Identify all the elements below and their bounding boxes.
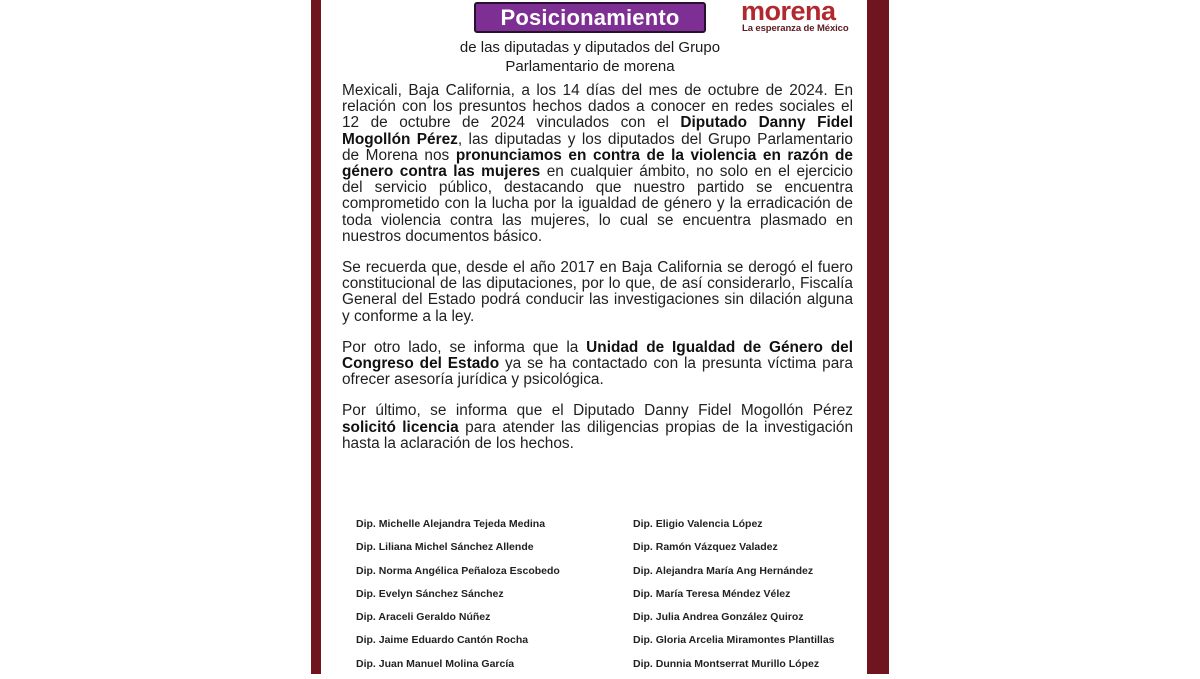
emphasis-text: pronunciamos en contra de la violencia en razón de género contra las mujeres xyxy=(342,146,853,181)
signatory-name: Dip. Dunnia Montserrat Murillo López xyxy=(633,657,820,670)
signatory-name: Dip. Ramón Vázquez Valadez xyxy=(633,541,778,554)
paragraph-1 xyxy=(342,83,853,245)
signatory-name: Dip. Michelle Alejandra Tejeda Medina xyxy=(356,518,546,530)
subtitle-line-2: Parlamentario de morena xyxy=(505,58,675,75)
signatory-name: Dip. Eligio Valencia López xyxy=(633,518,763,530)
logo-wordmark: morena xyxy=(741,0,836,26)
emphasis-text: solicitó licencia xyxy=(342,418,459,436)
signatory-name: Dip. Norma Angélica Peñaloza Escobedo xyxy=(356,564,560,577)
subtitle xyxy=(340,38,840,76)
statement-body xyxy=(342,83,853,467)
paragraph-text: Por otro lado, se informa que la xyxy=(342,338,587,356)
signatories-right-column xyxy=(633,516,835,679)
signatory-name: Dip. Alejandra María Ang Hernández xyxy=(633,564,814,577)
paragraph-text: para atender las diligencias propias de la investigación hasta la aclaración de los hechos. xyxy=(342,418,853,452)
morena-logo xyxy=(741,0,861,36)
emphasis-text: Diputado Danny Fidel Mogollón Pérez xyxy=(342,114,854,148)
signatory-name: Dip. Julia Andrea González Quiroz xyxy=(633,611,804,624)
signatory-name: Dip. Jaime Eduardo Cantón Rocha xyxy=(356,634,529,647)
signatory-name: Dip. María Teresa Méndez Vélez xyxy=(633,587,791,600)
signatory-name: Dip. Liliana Michel Sánchez Allende xyxy=(356,541,534,554)
signatory-name: Dip. Araceli Geraldo Núñez xyxy=(356,611,491,624)
emphasis-text: Unidad de Igualdad de Género del Congreso del Estado xyxy=(342,338,853,373)
paragraph-3 xyxy=(342,340,853,389)
paragraph-text: , las diputadas y los diputados del Grupo Parlamentario de Morena nos xyxy=(342,130,853,164)
title-badge: Posicionamiento xyxy=(474,2,706,33)
signatory-name: Dip. Evelyn Sánchez Sánchez xyxy=(356,587,504,600)
logo-tagline: La esperanza de México xyxy=(742,23,849,34)
paragraph-text: en cualquier ámbito, no solo en el ejercicio del servicio público, destacando que nuestro partido se encuentra comprometido con la lucha por la igualdad de género y la erradicación de toda violencia contra las mujeres, lo cual se encuentra plasmado en nuestros documentos básico. xyxy=(342,163,853,245)
paragraph-text: Mexicali, Baja California, a los 14 días del mes de octubre de 2024. En relación con los presuntos hechos dados a conocer en redes sociales el 12 de octubre de 2024 vinculados con el xyxy=(342,82,853,132)
paragraph-text: Por último, se informa que el Diputado Danny Fidel Mogollón Pérez xyxy=(342,402,853,420)
subtitle-line-1: de las diputadas y diputados del Grupo xyxy=(459,39,721,56)
paragraph-text: Se recuerda que, desde el año 2017 en Baja California se derogó el fuero constitucional de las diputaciones, por lo que, de así considerarlo, Fiscalía General del Estado podrá conducir las investigaciones sin dilación alguna y conforme a la ley. xyxy=(342,259,853,325)
paragraph-2 xyxy=(342,260,853,325)
paragraph-text: ya se ha contactado con la presunta víctima para ofrecer asesoría jurídica y psicológica. xyxy=(342,355,853,389)
signatories-left-column xyxy=(356,516,560,679)
signatory-name: Dip. Juan Manuel Molina García xyxy=(356,657,515,670)
signatory-name: Dip. Gloria Arcelia Miramontes Plantillas xyxy=(633,634,835,647)
paragraph-4 xyxy=(342,403,853,452)
